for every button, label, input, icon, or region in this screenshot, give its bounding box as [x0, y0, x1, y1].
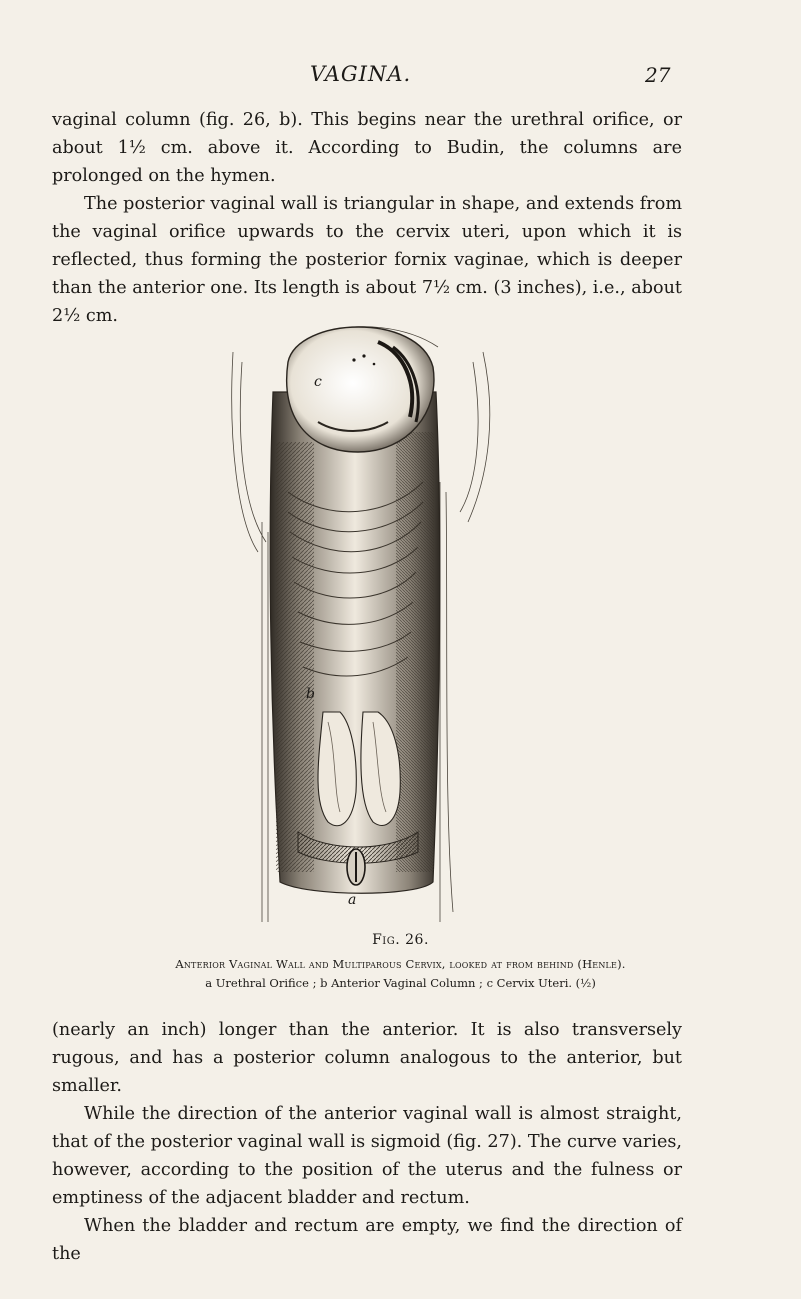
paragraph-direction: While the direction of the anterior vaginal wall is almost straight, that of the posterior vaginal wall is sigmoid (fig. 27). The curve varies, however, according to the position of the uterus and the fulness or emptiness of the adjacent bladder and rectum.	[52, 1104, 682, 1208]
label-c: c	[314, 374, 322, 390]
body-text-top	[52, 106, 682, 330]
figure-key: a Urethral Orifice ; b Anterior Vaginal Column ; c Cervix Uteri. (½)	[205, 976, 596, 990]
running-head	[0, 62, 801, 88]
page-number: 27	[645, 63, 671, 87]
paragraph-continued-length: (nearly an inch) longer than the anterior. It is also transversely rugous, and has a posterior column analogous to the anterior, but smaller.	[52, 1020, 682, 1096]
body-text-bottom	[52, 1016, 682, 1268]
figure-title: Fig. 26.	[372, 932, 429, 948]
figure-caption: Anterior Vaginal Wall and Multiparous Cervix, looked at from behind (Henle).	[175, 957, 626, 971]
label-b: b	[306, 686, 315, 702]
label-a: a	[348, 892, 357, 908]
paragraph-continuation: vaginal column (fig. 26, b). This begins near the urethral orifice, or about 1½ cm. above it. According to Budin, the columns are prolonged on the hymen.	[52, 110, 682, 186]
vaginal-wall-engraving	[228, 322, 498, 930]
paragraph-bladder-rectum: When the bladder and rectum are empty, we find the direction of the	[52, 1216, 682, 1264]
paragraph-posterior-wall: The posterior vaginal wall is triangular in shape, and extends from the vaginal orifice upwards to the cervix uteri, upon which it is reflected, thus forming the posterior fornix vaginae, which is deeper than the anterior one. Its length is about 7½ cm. (3 inches), i.e., about 2½ cm.	[52, 194, 682, 326]
anatomical-illustration	[228, 322, 498, 930]
running-title: VAGINA.	[310, 62, 412, 86]
